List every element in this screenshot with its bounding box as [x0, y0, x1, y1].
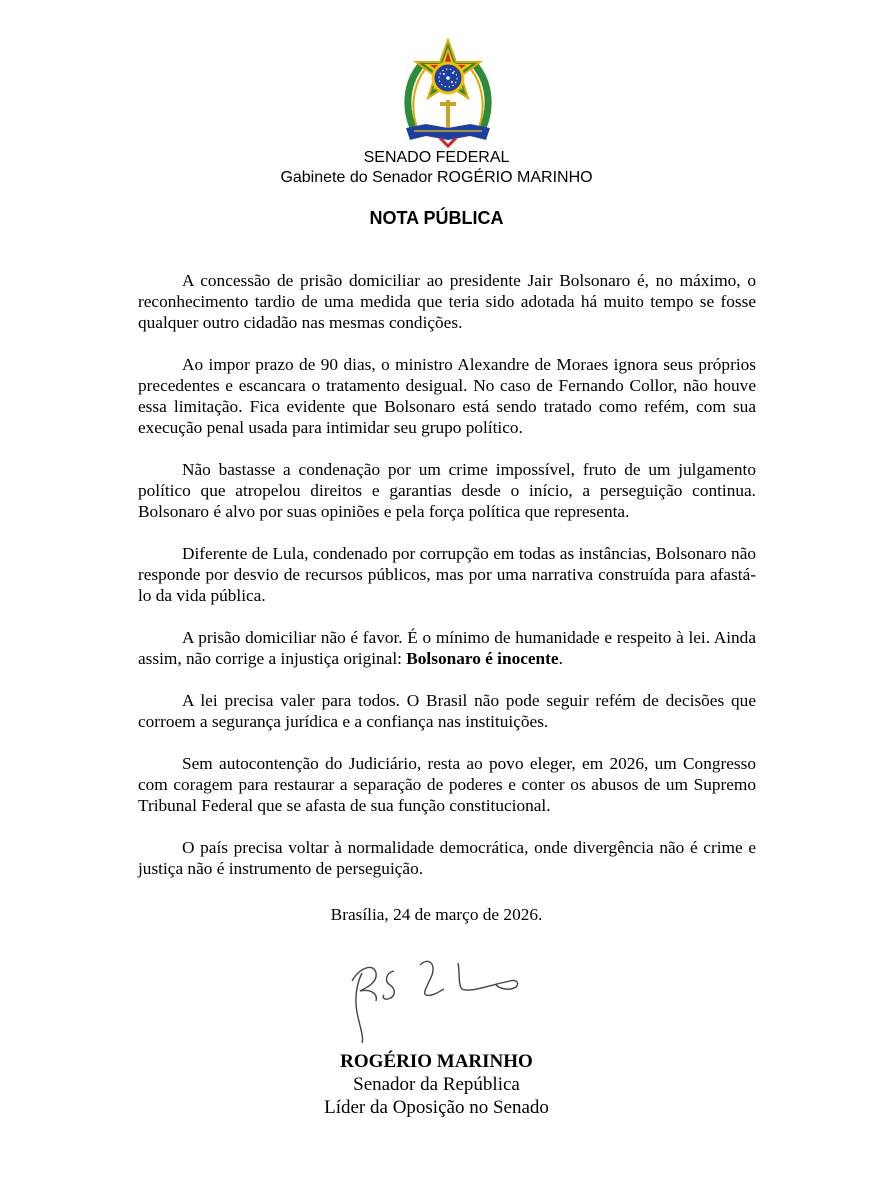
header-organization: SENADO FEDERAL: [363, 149, 510, 166]
paragraph-5-text: A prisão domiciliar não é favor. É o mínimo de humanidade e respeito à lei. Ainda assim, não corrige a injustiça original:: [138, 628, 756, 668]
handwritten-signature: [340, 945, 530, 1045]
paragraph-5-emphasis: Bolsonaro é inocente: [406, 649, 559, 668]
signer-name: ROGÉRIO MARINHO: [340, 1051, 533, 1072]
header-office: Gabinete do Senador ROGÉRIO MARINHO: [280, 169, 593, 186]
page-title: NOTA PÚBLICA: [369, 208, 504, 228]
paragraph-2: Ao impor prazo de 90 dias, o ministro Alexandre de Moraes ignora seus próprios precedentes e escancara o tratamento desigual. No caso de Fernando Collor, não houve essa limitação. Fica evidente que Bolsonaro está sendo tratado como refém, com sua execução penal usada para intimidar seu grupo político.: [138, 355, 756, 437]
paragraph-4: Diferente de Lula, condenado por corrupção em todas as instâncias, Bolsonaro não responde por desvio de recursos públicos, mas por uma narrativa construída para afastá-lo da vida pública.: [138, 544, 756, 605]
paragraph-8: O país precisa voltar à normalidade democrática, onde divergência não é crime e justiça não é instrumento de perseguição.: [138, 838, 756, 878]
body-text: [138, 270, 756, 900]
paragraph-5: [138, 627, 756, 669]
paragraph-7: Sem autocontenção do Judiciário, resta ao povo eleger, em 2026, um Congresso com coragem para restaurar a separação de poderes e conter os abusos de um Supremo Tribunal Federal que se afasta de sua função constitucional.: [138, 754, 756, 815]
place-date: Brasília, 24 de março de 2026.: [330, 905, 543, 924]
signer-block: [0, 1050, 873, 1119]
paragraph-3: Não bastasse a condenação por um crime impossível, fruto de um julgamento político que atropelou direitos e garantias desde o início, a perseguição continua. Bolsonaro é alvo por suas opiniões e pela força política que representa.: [138, 460, 756, 521]
signer-position: Líder da Oposição no Senado: [324, 1097, 549, 1118]
brazil-coat-of-arms-icon: [400, 38, 496, 148]
paragraph-6: A lei precisa valer para todos. O Brasil não pode seguir refém de decisões que corroem a segurança jurídica e a confiança nas instituições.: [138, 691, 756, 731]
signer-role: Senador da República: [353, 1074, 520, 1095]
paragraph-1: A concessão de prisão domiciliar ao presidente Jair Bolsonaro é, no máximo, o reconhecimento tardio de uma medida que teria sido adotada há muito tempo se fosse qualquer outro cidadão nas mesmas condições.: [138, 271, 756, 332]
paragraph-5-end: .: [558, 649, 563, 668]
